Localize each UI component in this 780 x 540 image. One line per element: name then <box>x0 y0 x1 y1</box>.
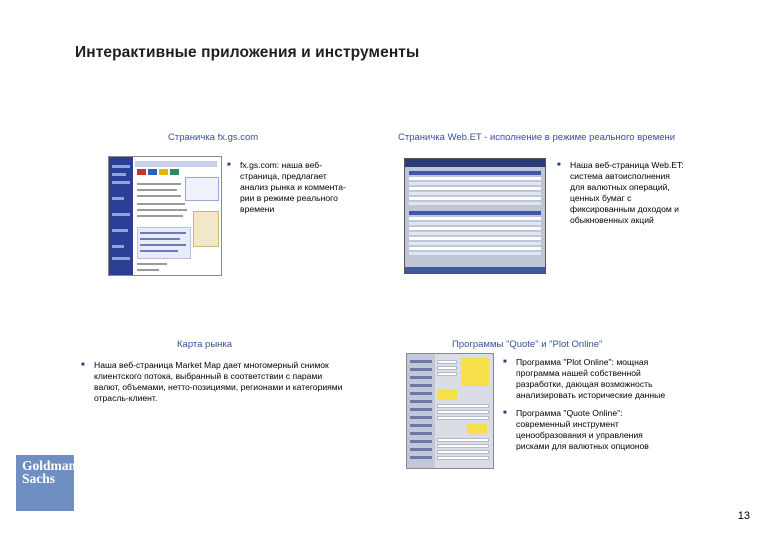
fx-bullet-line: рии в режиме реального <box>240 193 338 203</box>
webet-bullet-line: ценных бумаг с <box>570 193 632 203</box>
quote-online-bullet-line: ценообразования и управления <box>516 430 643 440</box>
plot-online-bullet-line: разработки, дающая возможность <box>516 379 653 389</box>
market-map-bullet-line: отрасль-клиент. <box>94 393 158 403</box>
fx-caption: Страничка fx.gs.com <box>168 132 259 143</box>
logo-line: Sachs <box>22 471 56 486</box>
plot-online-bullet-line: программа нашей собственной <box>516 368 641 378</box>
webet-bullet-line: ■ Наша веб-страница Web.ET: <box>570 160 684 170</box>
plot-online-bullet-line: ■ Программа "Plot Online": мощная <box>516 357 649 367</box>
webet-bullet <box>570 160 730 226</box>
market-map-bullet-line: валют, объемами, нетто-позициями, регионами и категориями <box>94 382 343 392</box>
page-title: Интерактивные приложения и инструменты <box>75 44 420 61</box>
webet-bullet-line: для валютных операций, <box>570 182 670 192</box>
plot-online-bullet-line: анализировать исторические данные <box>516 390 666 400</box>
fx-bullet <box>240 160 360 215</box>
webet-bullet-line: обыкновенных акций <box>570 215 654 225</box>
quote-online-bullet <box>516 408 716 452</box>
plot-online-bullet <box>516 357 716 401</box>
fx-bullet-line: ■ fx.gs.com: наша веб- <box>240 160 323 170</box>
fx-bullet-line: анализ рынка и коммента- <box>240 182 346 192</box>
webet-screenshot <box>404 158 546 274</box>
market-map-caption: Карта рынка <box>177 339 233 350</box>
webet-bullet-line: система автоисполнения <box>570 171 670 181</box>
plot-online-screenshot <box>406 353 494 469</box>
programs-caption: Программы "Quote" и "Plot Online" <box>452 339 603 350</box>
fx-bullet-line: времени <box>240 204 275 214</box>
goldman-sachs-logo <box>16 455 77 511</box>
quote-online-bullet-line: современный инструмент <box>516 419 619 429</box>
market-map-bullet-line: ■ Наша веб-страница Market Map дает многомерный снимок <box>94 360 329 370</box>
fx-bullet-line: страница, предлагает <box>240 171 327 181</box>
quote-online-bullet-line: ■ Программа "Quote Online": <box>516 408 623 418</box>
fx-screenshot <box>108 156 222 276</box>
quote-online-bullet-line: рисками для валютных опционов <box>516 441 649 451</box>
page-number: 13 <box>737 510 750 522</box>
webet-bullet-line: фиксированным доходом и <box>570 204 679 214</box>
market-map-bullet-line: клиентского потока, выбранный в соответствии с парами <box>94 371 323 381</box>
logo-line: Goldman <box>22 458 77 473</box>
webet-caption: Страничка Web.ET - исполнение в режиме реального времени <box>398 132 676 143</box>
market-map-bullet <box>94 360 374 404</box>
